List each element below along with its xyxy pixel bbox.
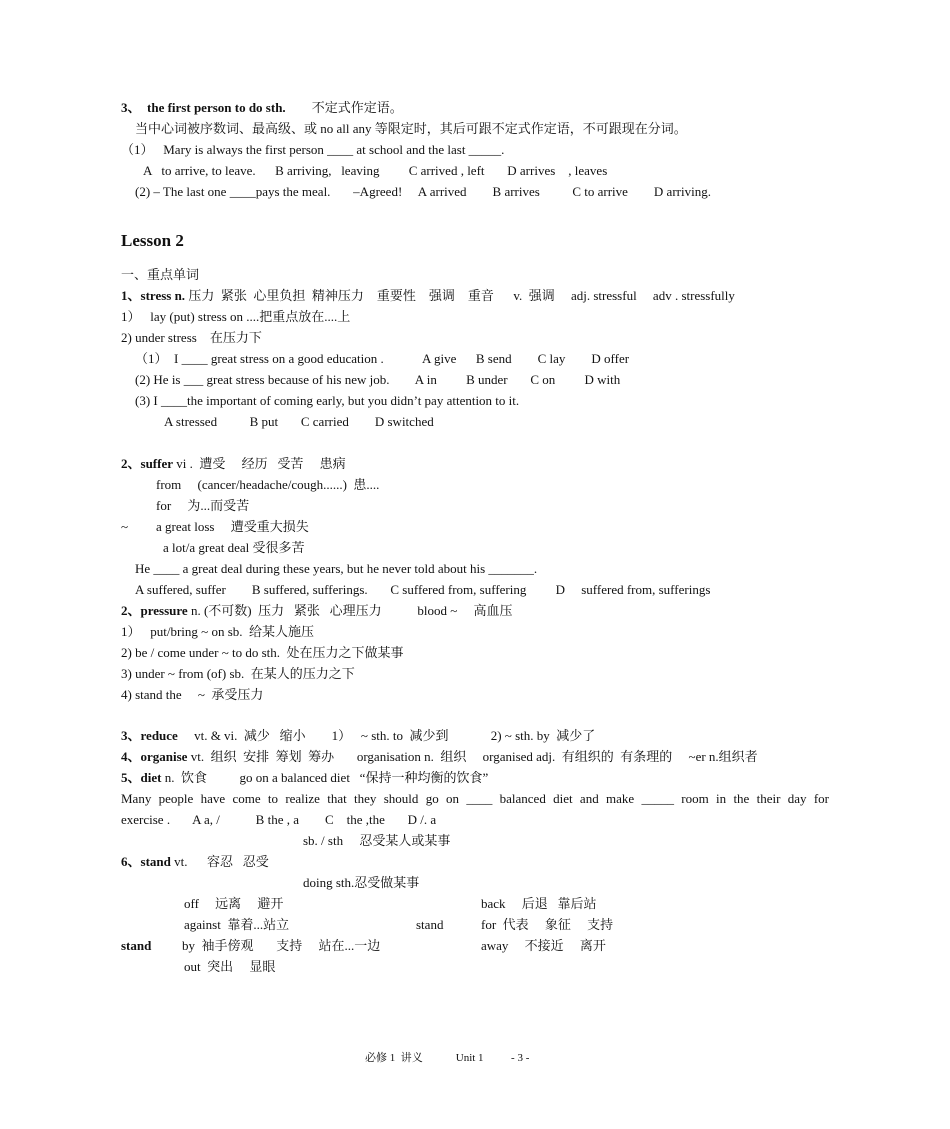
- phrase-line: 1） lay (put) stress on ....把重点放在....上: [121, 309, 351, 324]
- question: (3) I ____the important of coming early, but you didn’t pay attention to it.: [135, 393, 520, 408]
- stand-center-label: stand: [416, 917, 444, 932]
- vocab-entry-stand: [121, 854, 269, 870]
- vocab-word: suffer: [140, 456, 174, 471]
- phrase-line: a lot/a great deal 受很多苦: [163, 540, 305, 555]
- phrase-line: 3) under ~ from (of) sb. 在某人的压力之下: [121, 666, 355, 681]
- vocab-word: organise: [140, 749, 188, 764]
- question: (2) – The last one ____pays the meal. –Agreed! A arrived B arrives C to arrive D arriving.: [135, 184, 711, 199]
- answer-options: A stressed B put C carried D switched: [164, 414, 434, 429]
- phrase-line: against 靠着...站立: [184, 917, 290, 932]
- vocab-word: stand: [140, 854, 171, 869]
- phrase-line: 4) stand the ~ 承受压力: [121, 687, 264, 702]
- answer-options: A suffered, suffer B suffered, sufferings. C suffered from, suffering D suffered from, sufferings: [135, 582, 711, 597]
- vocab-definition: 压力 紧张 心里负担 精神压力 重要性 强调 重音 v. 强调 adj. stressful adv . stressfully: [185, 288, 735, 303]
- vocab-definition: vi . 遭受 经历 受苦 患病: [173, 456, 346, 471]
- heading-bold: the first person to do sth.: [147, 100, 286, 115]
- vocab-entry-diet: [121, 770, 488, 786]
- item-number: 4、: [121, 749, 141, 764]
- phrase-line: from (cancer/headache/cough......) 患....: [156, 477, 380, 492]
- vocab-entry-suffer: [121, 456, 346, 472]
- item-number: 3、: [121, 728, 141, 743]
- item-number: 3、: [121, 100, 141, 115]
- section-3-heading: [121, 100, 403, 116]
- item-number: 2、: [121, 456, 141, 471]
- answer-options: A to arrive, to leave. B arriving, leaving C arrived , left D arrives , leaves: [143, 163, 608, 178]
- vocab-definition: vt. & vi. 减少 缩小 1） ~ sth. to 减少到 2) ~ sth. by 减少了: [177, 728, 596, 743]
- phrase-line: for 为...而受苦: [156, 498, 250, 513]
- vocab-entry-reduce: [121, 728, 595, 744]
- question: （1） I ____ great stress on a good education . A give B send C lay D offer: [135, 351, 630, 366]
- vocab-word: pressure: [140, 603, 188, 618]
- phrase-line: 2) be / come under ~ to do sth. 处在压力之下做某事: [121, 645, 404, 660]
- phrase-line: doing sth.忍受做某事: [303, 875, 420, 890]
- phrase-line: 2) under stress 在压力下: [121, 330, 262, 345]
- answer-options: exercise . A a, / B the , a C the ,the D /. a: [121, 812, 437, 827]
- grammar-rule: 当中心词被序数词、最高级、或 no all any 等限定时，其后可跟不定式作定语，不可跟现在分词。: [135, 121, 687, 136]
- vocab-entry-organise: [121, 749, 758, 765]
- phrase-line: away 不接近 离开: [481, 938, 606, 953]
- vocab-definition: vt. 组织 安排 筹划 筹办 organisation n. 组织 organised adj. 有组织的 有条理的 ~er n.组织者: [187, 749, 758, 764]
- section-title: 一、重点单词: [121, 267, 200, 282]
- lesson-title: Lesson 2: [121, 231, 184, 250]
- phrase-line: back 后退 靠后站: [481, 896, 597, 911]
- phrase-line: sb. / sth 忍受某人或某事: [303, 833, 451, 848]
- vocab-entry-pressure: [121, 603, 513, 619]
- tilde-mark: ~: [121, 519, 129, 534]
- heading-cn: 不定式作定语。: [311, 100, 403, 115]
- item-number: 1、: [121, 288, 141, 303]
- page-footer: 必修 1 讲义 Unit 1 - 3 -: [365, 1052, 530, 1064]
- item-number: 6、: [121, 854, 141, 869]
- phrase-line: by 袖手傍观 支持 站在...一边: [182, 938, 381, 953]
- question: Many people have come to realize that they should go on ____ balanced diet and make _____ room in the their day for: [121, 791, 829, 806]
- question: （1） Mary is always the first person ____ at school and the last _____.: [121, 142, 505, 157]
- phrase-line: out 突出 显眼: [184, 959, 276, 974]
- vocab-entry-stress: [121, 288, 735, 304]
- phrase-line: off 远离 避开: [184, 896, 284, 911]
- vocab-definition: vt. 容忍 忍受: [170, 854, 269, 869]
- item-number: 5、: [121, 770, 141, 785]
- stand-left-label: stand: [121, 938, 152, 953]
- phrase-line: a great loss 遭受重大损失: [156, 519, 309, 534]
- vocab-word: reduce: [140, 728, 178, 743]
- question: He ____ a great deal during these years, but he never told about his _______.: [135, 561, 538, 576]
- phrase-line: 1） put/bring ~ on sb. 给某人施压: [121, 624, 315, 639]
- vocab-definition: n. (不可数) 压力 紧张 心理压力 blood ~ 高血压: [187, 603, 513, 618]
- vocab-definition: n. 饮食 go on a balanced diet “保持一种均衡的饮食”: [161, 770, 489, 785]
- phrase-line: for 代表 象征 支持: [481, 917, 614, 932]
- vocab-word: stress n.: [140, 288, 186, 303]
- question: (2) He is ___ great stress because of his new job. A in B under C on D with: [135, 372, 621, 387]
- vocab-word: diet: [140, 770, 162, 785]
- item-number: 2、: [121, 603, 141, 618]
